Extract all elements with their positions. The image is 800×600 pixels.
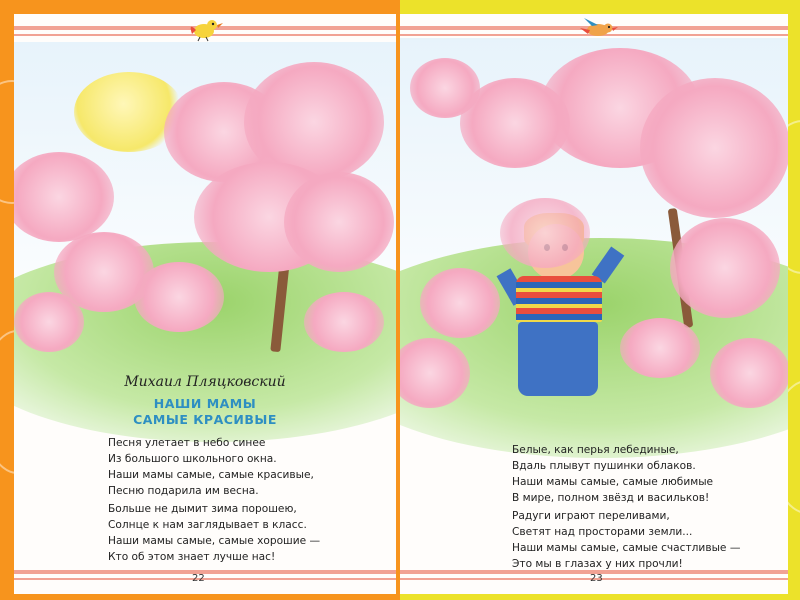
blossom bbox=[620, 318, 700, 378]
verse-line: Светят над просторами земли... bbox=[512, 526, 693, 538]
verse-line: Из большого школьного окна. bbox=[108, 453, 277, 465]
left-page bbox=[14, 14, 396, 594]
verse-line: Песню подарила им весна. bbox=[108, 485, 259, 497]
boy-shirt bbox=[516, 276, 602, 322]
verse-line: Наши мамы самые, самые хорошие — bbox=[108, 535, 321, 547]
stanza-1 bbox=[108, 435, 314, 499]
blossom bbox=[710, 338, 788, 408]
page-number: 22 bbox=[192, 573, 205, 584]
sky-illustration bbox=[14, 42, 396, 372]
stanza-2 bbox=[512, 508, 740, 572]
blossom bbox=[304, 292, 384, 352]
blossom bbox=[410, 58, 480, 118]
right-page bbox=[400, 14, 788, 594]
verse-line: Белые, как перья лебединые, bbox=[512, 444, 679, 456]
poem-title-line-2: САМЫЕ КРАСИВЫЕ bbox=[133, 412, 277, 427]
blossom bbox=[284, 172, 394, 272]
boy-pants bbox=[518, 322, 598, 396]
verse-line: Радуги играют переливами, bbox=[512, 510, 670, 522]
bottom-band-thin bbox=[14, 578, 396, 580]
blossom bbox=[500, 198, 590, 268]
blossom bbox=[14, 292, 84, 352]
poem-author: Михаил Пляцковский bbox=[124, 374, 286, 390]
verse-line: Песня улетает в небо синее bbox=[108, 437, 266, 449]
verse-line: Вдаль плывут пушинки облаков. bbox=[512, 460, 696, 472]
verse-line: В мире, полном звёзд и васильков! bbox=[512, 492, 710, 504]
verse-line: Наши мамы самые, самые красивые, bbox=[108, 469, 314, 481]
blossom bbox=[134, 262, 224, 332]
poem-title-line-1: НАШИ МАМЫ bbox=[153, 396, 257, 411]
blossom bbox=[14, 152, 114, 242]
bottom-band bbox=[14, 570, 396, 574]
stanza-2 bbox=[108, 501, 320, 565]
bird-icon bbox=[182, 16, 226, 42]
verse-line: Это мы в глазах у них прочли! bbox=[512, 558, 683, 570]
verse-line: Солнце к нам заглядывает в класс. bbox=[108, 519, 307, 531]
verse-line: Кто об этом знает лучше нас! bbox=[108, 551, 276, 563]
verse-line: Наши мамы самые, самые любимые bbox=[512, 476, 714, 488]
blossom bbox=[640, 78, 788, 218]
blossom bbox=[670, 218, 780, 318]
sky-illustration bbox=[400, 38, 788, 408]
verse-line: Больше не дымит зима порошею, bbox=[108, 503, 297, 515]
blossom bbox=[420, 268, 500, 338]
stanza-1 bbox=[512, 442, 713, 506]
page-number: 23 bbox=[590, 573, 603, 584]
verse-line: Наши мамы самые, самые счастливые — bbox=[512, 542, 741, 554]
